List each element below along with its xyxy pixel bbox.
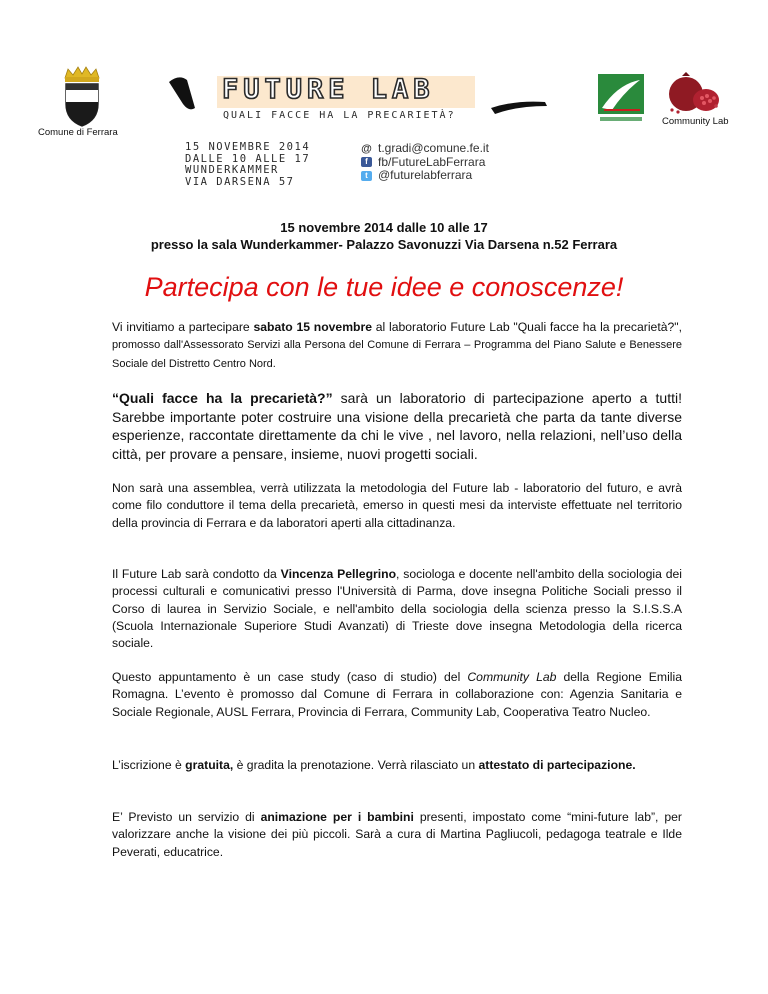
paragraph-registration bbox=[112, 757, 682, 774]
poster-contacts bbox=[361, 142, 489, 183]
poster-email: t.gradi@comune.fe.it bbox=[378, 141, 489, 155]
paragraph-intro bbox=[112, 389, 682, 463]
ferrara-crest-logo bbox=[58, 66, 106, 128]
p1-promoter: promosso dall'Assessorato Servizi alla Persona del Comune di Ferrara – Programma del Piano Salute e Benessere Sociale del Distretto Centro Nord. bbox=[112, 339, 682, 370]
facebook-icon: f bbox=[361, 157, 372, 167]
future-lab-poster bbox=[165, 62, 582, 196]
p5-text: Questo appuntamento è un case study (caso di studio) del bbox=[112, 670, 468, 684]
p1-date: sabato 15 novembre bbox=[253, 320, 373, 334]
p1-text-2: al laboratorio Future Lab "Quali facce ha la precarietà?", bbox=[372, 320, 682, 334]
paragraph-invite bbox=[112, 319, 682, 373]
poster-facebook: fb/FutureLabFerrara bbox=[378, 154, 486, 169]
poster-title: FUTURE LAB bbox=[222, 74, 435, 105]
regione-emilia-romagna-logo bbox=[598, 74, 644, 124]
p6-free: gratuita, bbox=[185, 758, 234, 772]
poster-info-line: WUNDERKAMMER bbox=[185, 164, 279, 176]
p4-name: Vincenza Pellegrino bbox=[280, 567, 397, 581]
poster-info-line: 15 NOVEMBRE 2014 bbox=[185, 141, 311, 153]
p5-community-lab: Community Lab bbox=[467, 670, 557, 684]
community-lab-label: Community Lab bbox=[662, 116, 729, 127]
event-date: 15 novembre 2014 dalle 10 alle 17 bbox=[280, 220, 488, 235]
p7-text: E’ Previsto un servizio di bbox=[112, 810, 261, 824]
p2-text: sarà un laboratorio di partecipazione aperto a tutti! Sarebbe importante poter costruire una visione della precarietà che parta da tante diverse esperienze, raccontate direttamente da chi le vive , nel lavoro, nella relazioni, nell’uso della città, per provare a pensare, insieme, nuovi progetti sociali. bbox=[112, 390, 682, 462]
comune-label: Comune di Ferrara bbox=[38, 127, 118, 138]
poster-twitter: @futurelabferrara bbox=[378, 168, 473, 182]
poster-info-line: DALLE 10 ALLE 17 bbox=[185, 152, 311, 165]
pomegranate-image bbox=[664, 70, 722, 116]
p1-text: Vi invitiamo a partecipare bbox=[112, 320, 254, 334]
event-venue: presso la sala Wunderkammer- Palazzo Savonuzzi Via Darsena n.52 Ferrara bbox=[150, 237, 618, 252]
twitter-icon: t bbox=[361, 171, 372, 181]
paragraph-method bbox=[112, 480, 682, 532]
p5-text-2: della Regione Emilia Romagna. L’evento è promosso dal Comune di Ferrara in collaborazione con: Agenzia Sanitaria e Sociale Regionale, AUSL Ferrara, Provincia di Ferrara, Community Lab, Cooperativa Teatro Nucleo. bbox=[112, 670, 682, 719]
p4-text: Il Future Lab sarà condotto da bbox=[112, 567, 281, 581]
headline: Partecipa con le tue idee e conoscenze! bbox=[144, 272, 624, 302]
paragraph-children bbox=[112, 809, 682, 861]
paragraph-conductor bbox=[112, 566, 682, 652]
paragraph-case-study bbox=[112, 669, 682, 721]
poster-subtitle: QUALI FACCE HA LA PRECARIETÀ? bbox=[223, 110, 456, 121]
p2-title: “Quali facce ha la precarietà?” bbox=[112, 390, 333, 406]
p6-text: L’iscrizione è bbox=[112, 758, 186, 772]
p7-kids: animazione per i bambini bbox=[260, 810, 414, 824]
poster-info bbox=[185, 142, 310, 188]
poster-info-line: VIA DARSENA 57 bbox=[185, 175, 295, 188]
p6-certificate: attestato di partecipazione. bbox=[478, 758, 636, 772]
at-icon: @ bbox=[361, 142, 372, 155]
p4-text-2: , sociologa e docente nell'ambito della sociologia dei processi culturali e comunicativi presso l'Università di Parma, dove insegna Politiche Sociali presso il Corso di laurea in Servizio Sociale, e nell'ambito della sociologia della scienza presso la S.I.S.S.A (Scuola Internazionale Superiore Studi Avanzati) di Trieste dove insegna Metodologia della ricerca sociale. bbox=[112, 567, 682, 651]
p3-text: Non sarà una assemblea, verrà utilizzata la metodologia del Future lab - laboratorio del futuro, e avrà come filo conduttore il tema della precarietà, emerso in questi mesi da interviste effettuate nel territorio della provincia di Ferrara e da laboratori aperti alla cittadinanza. bbox=[112, 481, 682, 530]
p6-text-2: è gradita la prenotazione. Verrà rilasciato un bbox=[233, 758, 479, 772]
p7-text-2: presenti, impostato come “mini-future lab”, per valorizzare anche la visione dei più piccoli. Sarà a cura di Martina Pagliucoli, pedagoga teatrale e Ilde Peverati, educatrice. bbox=[112, 810, 682, 859]
